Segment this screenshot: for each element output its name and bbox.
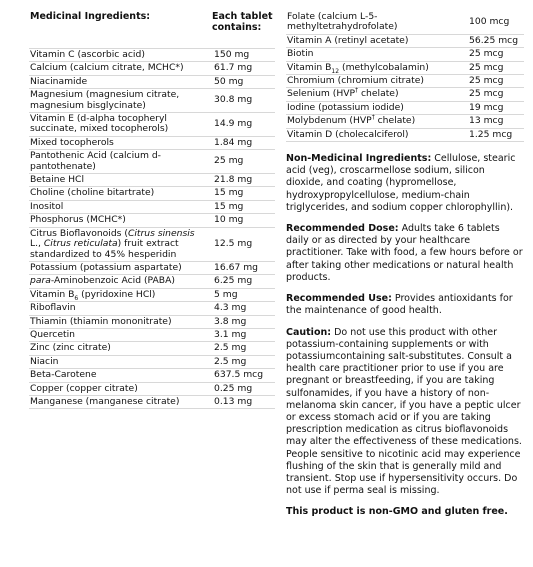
medicinal-ingredients-table [29, 11, 275, 409]
ingredient-name-part: para [30, 275, 51, 287]
ingredient-name: Niacinamide [29, 75, 207, 88]
table-row [29, 261, 275, 274]
table-row [286, 115, 524, 128]
ingredient-amount: 61.7 mg [207, 62, 275, 75]
ingredient-amount: 2.5 mg [207, 342, 275, 355]
ingredient-name-part: Vitamin B [30, 288, 75, 300]
table-row [29, 315, 275, 328]
ingredient-name: Copper (copper citrate) [29, 382, 207, 395]
ingredient-name: Manganese (manganese citrate) [29, 395, 207, 408]
table-row [29, 200, 275, 213]
ingredient-amount: 25 mcg [462, 61, 524, 74]
ingredient-name-part: ) fruit extract standardized to 45% hesperidin [30, 238, 179, 260]
ingredient-name-part: Citrus sinensis [127, 227, 195, 239]
ingredient-name-part: Vitamin B [287, 61, 332, 73]
ingredient-name: Magnesium (magnesium citrate, magnesium bisglycinate) [29, 89, 207, 113]
table-row [286, 75, 524, 88]
ingredient-name: Beta-Carotene [29, 369, 207, 382]
ingredient-amount: 30.8 mg [207, 89, 275, 113]
ingredient-name [286, 88, 462, 101]
ingredient-name: Vitamin E (d-alpha tocopheryl succinate, mixed tocopherols) [29, 113, 207, 137]
ingredient-amount: 6.25 mg [207, 275, 275, 288]
ingredient-name: Mixed tocopherols [29, 136, 207, 149]
recommended-dose-paragraph [286, 223, 524, 284]
ingredient-name: Pantothenic Acid (calcium d-pantothenate) [29, 150, 207, 174]
table-row [29, 328, 275, 341]
ingredient-name: Niacin [29, 355, 207, 368]
ingredient-name: Choline (choline bitartrate) [29, 187, 207, 200]
ingredient-amount: 100 mcg [462, 11, 524, 34]
recommended-dose-text: Adults take 6 tablets daily or as directed by your healthcare practitioner. Take with food, a few hours before or after taking other medications or natural health products. [286, 223, 523, 283]
ingredient-name-part: Citrus Bioflavonoids ( [30, 227, 128, 239]
ingredient-amount: 1.25 mcg [462, 128, 524, 141]
table-row [286, 88, 524, 101]
ingredient-name-part: Molybdenum (HVP [287, 115, 372, 127]
table-row [29, 89, 275, 113]
ingredient-name-part: -Aminobenzoic Acid (PABA) [50, 275, 175, 287]
table-row [29, 75, 275, 88]
ingredient-name: Betaine HCl [29, 174, 207, 187]
ingredient-name: Folate (calcium L-5-methyltetrahydrofolate) [286, 11, 462, 34]
ingredient-name-part: † [355, 87, 359, 95]
table-row [29, 174, 275, 187]
table-row [286, 101, 524, 114]
ingredient-amount: 19 mcg [462, 101, 524, 114]
additional-ingredients-table [286, 11, 524, 142]
ingredient-name: Quercetin [29, 328, 207, 341]
table-row [29, 187, 275, 200]
ingredient-name-part: Selenium (HVP [287, 88, 356, 100]
table-row [286, 128, 524, 141]
medicinal-ingredients-heading: Medicinal Ingredients: [29, 11, 207, 49]
ingredient-name [286, 115, 462, 128]
ingredient-name [29, 227, 207, 261]
ingredient-amount: 25 mcg [462, 48, 524, 61]
table-header-row [29, 11, 275, 49]
ingredient-amount: 16.67 mg [207, 261, 275, 274]
table-row [29, 150, 275, 174]
ingredient-name: Vitamin D (cholecalciferol) [286, 128, 462, 141]
right-column [286, 11, 524, 519]
ingredient-amount: 12.5 mg [207, 227, 275, 261]
table-row [29, 342, 275, 355]
table-row [29, 369, 275, 382]
ingredient-amount: 13 mcg [462, 115, 524, 128]
ingredient-amount: 15 mg [207, 187, 275, 200]
table-row [29, 113, 275, 137]
table-row [29, 49, 275, 62]
ingredient-name-part: † [371, 114, 375, 122]
ingredient-name-part: (pyridoxine HCl) [78, 288, 156, 300]
caution-label: Caution: [286, 326, 332, 338]
ingredient-name: Chromium (chromium citrate) [286, 75, 462, 88]
ingredient-amount: 21.8 mg [207, 174, 275, 187]
ingredient-amount: 10 mg [207, 214, 275, 227]
ingredient-name: Zinc (zinc citrate) [29, 342, 207, 355]
ingredient-name-part: 6 [74, 294, 79, 302]
ingredient-amount: 1.84 mg [207, 136, 275, 149]
ingredient-name: Potassium (potassium aspartate) [29, 261, 207, 274]
ingredient-name-part: Citrus reticulata [43, 238, 118, 250]
ingredient-name: Biotin [286, 48, 462, 61]
ingredient-name-part: (methylcobalamin) [339, 61, 429, 73]
non-medicinal-paragraph [286, 153, 524, 214]
table-row [29, 62, 275, 75]
ingredient-amount: 150 mg [207, 49, 275, 62]
additional-ingredients-body [286, 11, 524, 142]
ingredient-amount: 5 mg [207, 288, 275, 301]
ingredient-name-part: L., [30, 238, 44, 250]
ingredient-name: Iodine (potassium iodide) [286, 101, 462, 114]
ingredient-amount: 4.3 mg [207, 302, 275, 315]
ingredient-amount: 56.25 mcg [462, 34, 524, 47]
ingredient-amount: 0.13 mg [207, 395, 275, 408]
recommended-use-paragraph [286, 293, 524, 317]
table-row [29, 288, 275, 301]
ingredient-name: Vitamin C (ascorbic acid) [29, 49, 207, 62]
recommended-use-label: Recommended Use: [286, 293, 392, 305]
table-row [286, 11, 524, 34]
ingredient-name: Calcium (calcium citrate, MCHC*) [29, 62, 207, 75]
table-row [29, 395, 275, 408]
ingredient-amount: 14.9 mg [207, 113, 275, 137]
table-row [286, 34, 524, 47]
medicinal-ingredients-body [29, 49, 275, 409]
ingredient-name: Vitamin A (retinyl acetate) [286, 34, 462, 47]
ingredient-name: Thiamin (thiamin mononitrate) [29, 315, 207, 328]
non-gmo-statement: This product is non-GMO and gluten free. [286, 506, 508, 518]
table-row [29, 382, 275, 395]
ingredient-name-part: 12 [331, 67, 340, 75]
medicinal-ingredients-column [29, 11, 275, 409]
ingredient-amount: 50 mg [207, 75, 275, 88]
ingredient-name: Phosphorus (MCHC*) [29, 214, 207, 227]
ingredient-name [29, 275, 207, 288]
table-row [286, 61, 524, 74]
table-row [286, 48, 524, 61]
ingredient-name-part: chelate) [358, 88, 399, 100]
table-row [29, 355, 275, 368]
ingredient-name: Inositol [29, 200, 207, 213]
ingredient-amount: 15 mg [207, 200, 275, 213]
ingredient-amount: 25 mg [207, 150, 275, 174]
caution-text: Do not use this product with other potassium-containing supplements or with potassiumcontaining salt-substitutes. Consult a health care practitioner prior to use if you are pregnant or breastfeeding, if you are taking sulfonamides, if you have a history of non-melanoma skin cancer, if you have a peptic ulcer or excess stomach acid or if you are taking prescription medication as citrus bioflavonoids may alter the effectiveness of these medications. People sensitive to nicotinic acid may experience flushing of the skin that is generally mild and transient. Stop use if hypersensitivity occurs. Do not use if perma seal is missing. [286, 326, 522, 497]
each-tablet-contains-heading: Each tablet contains: [207, 11, 275, 49]
recommended-use-text: Provides antioxidants for the maintenance of good health. [286, 293, 513, 317]
ingredient-name: Riboflavin [29, 302, 207, 315]
table-row [29, 136, 275, 149]
ingredient-name [29, 288, 207, 301]
table-row [29, 275, 275, 288]
ingredient-amount: 25 mcg [462, 88, 524, 101]
recommended-dose-label: Recommended Dose: [286, 223, 399, 235]
ingredient-name [286, 61, 462, 74]
table-row [29, 214, 275, 227]
ingredient-amount: 2.5 mg [207, 355, 275, 368]
ingredient-amount: 0.25 mg [207, 382, 275, 395]
table-row [29, 227, 275, 261]
ingredient-amount: 25 mcg [462, 75, 524, 88]
table-row [29, 302, 275, 315]
non-medicinal-label: Non-Medicinal Ingredients: [286, 153, 432, 165]
ingredient-amount: 637.5 mcg [207, 369, 275, 382]
ingredient-amount: 3.1 mg [207, 328, 275, 341]
caution-paragraph [286, 327, 524, 498]
ingredient-name-part: chelate) [374, 115, 416, 127]
ingredient-amount: 3.8 mg [207, 315, 275, 328]
non-medicinal-text: Cellulose, stearic acid (veg), croscarmellose sodium, silicon dioxide, and coating (hypromellose, hydroxypropylcellulose, medium-chain triglycerides, and sodium copper chlorophyllin). [286, 153, 516, 213]
